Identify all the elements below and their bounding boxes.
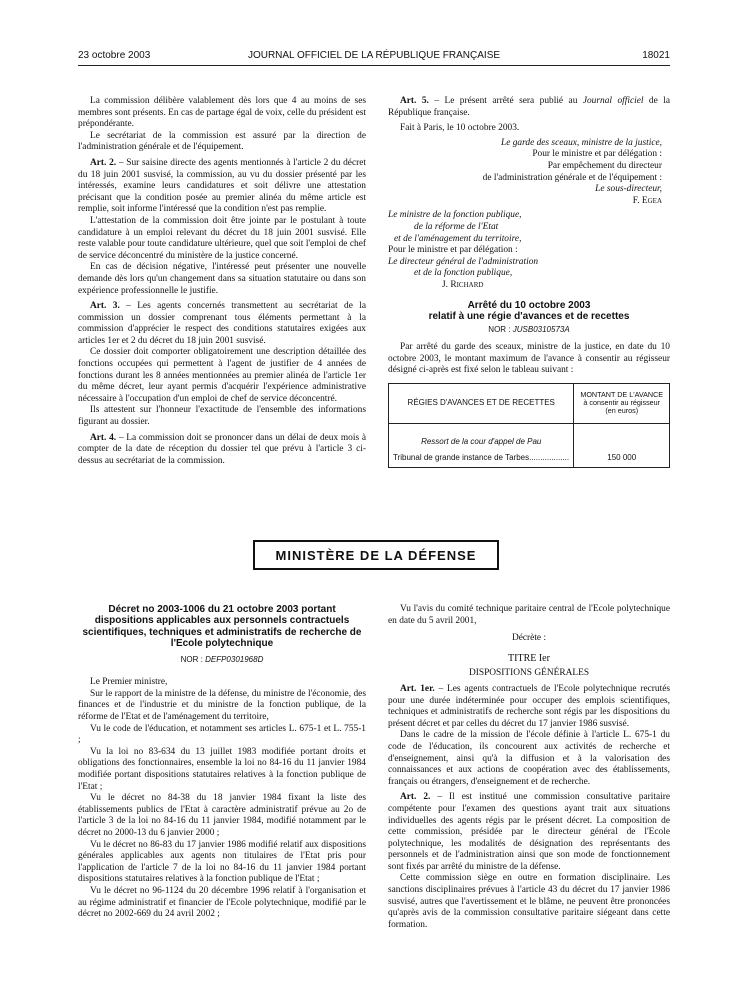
paragraph: En cas de décision négative, l'intéressé peut présenter une nouvelle demande dès lors qu'un changement dans sa situation statutaire ou dans son expérience professionnelle le justifie.: [78, 262, 366, 296]
signature-name-richard: J. Richard: [442, 279, 484, 290]
signature-block-justice: [388, 138, 670, 196]
paragraph: Ils attestent sur l'honneur l'exactitude de l'ensemble des informations figurant au dossier.: [78, 405, 366, 428]
arrete-title: Arrêté du 10 octobre 2003 relatif à une régie d'avances et de recettes: [428, 299, 630, 322]
signature-line: Pour le ministre et par délégation :: [388, 245, 518, 256]
article-5: Art. 5. – Le présent arrêté sera publié au Journal officiel de la République française.: [388, 96, 670, 118]
decret-title: Décret no 2003-1006 du 21 octobre 2003 portant dispositions applicables aux personnels contractuels scientifiques, techniques et administratifs de recherche de l'Ecole polytechnique: [82, 604, 362, 650]
visa-paragraph: Vu le décret no 84-38 du 18 janvier 1984 fixant la liste des établissements publics de l'Etat à caractère administratif prévue au 2o de l'article 3 de la loi no 84-16 du 11 janvier 1984, modifié notamment par le décret no 2000-13 du 6 janvier 2000 ;: [78, 793, 366, 838]
arrete-text: Par arrêté du garde des sceaux, ministre de la justice, en date du 10 octobre 2003, le montant maximum de l'avance à consentir au régisseur désigné ci-après est fixé selon le tableau suivant :: [388, 341, 670, 376]
bottom-right-column: [388, 604, 670, 931]
signature-line: et de l'aménagement du territoire,: [394, 233, 522, 244]
vu-avis: Vu l'avis du comité technique paritaire central de l'Ecole polytechnique en date du 5 avril 2001,: [388, 604, 670, 626]
premier-ministre: Le Premier ministre,: [90, 677, 168, 688]
visas-list: [78, 689, 366, 921]
visa-paragraph: Sur le rapport de la ministre de la défense, du ministre de l'économie, des finances et de l'industrie et du ministre de la fonction publique, de la réforme de l'Etat et de l'aménagement du territoire,: [78, 688, 366, 722]
visa-paragraph: Vu le décret no 86-83 du 17 janvier 1986 modifié relatif aux dispositions générales applicables aux agents non titulaires de l'Etat pris pour l'application de l'article 7 de la loi no 84-16 du 11 janvier 1984 portant dispositions statutaires relatives à la fonction publique de l'Etat ;: [78, 839, 366, 885]
table-header-regies: RÉGIES D'AVANCES ET DE RECETTES: [389, 383, 574, 423]
article-4: Art. 4. – La commission doit se prononcer dans un délai de deux mois à compter de la date de réception du dossier tel que prévu à l'article 3 ci-dessus au secrétariat de la commission.: [78, 432, 367, 466]
paragraph: L'attestation de la commission doit être jointe par le postulant à toute candidature à un emploi relevant du décret du 18 juin 2001 susvisé. Elle reste valable pour toute candidature ultérieure, quel que soit l'emploi de chef de service déconcentré du ministère de la justice concerné.: [78, 215, 366, 261]
dispositions-heading: DISPOSITIONS GÉNÉRALES: [468, 668, 590, 679]
decrete: Décrète :: [511, 633, 547, 644]
article-2: Art. 2. – Sur saisine directe des agents mentionnés à l'article 2 du décret du 18 juin 2001 susvisé, la commission, au vu du dossier présenté par les intéressés, examine leurs candidatures et soit délivre une attestation précisant que la condition posée au premier alinéa du même article est remplie, soit informe l'intéressé que la condition n'est pas remplie.: [78, 157, 366, 215]
visa-paragraph: Vu la loi no 83-634 du 13 juillet 1983 modifiée portant droits et obligations des fonctionnaires, ensemble la loi no 84-16 du 11 janvier 1984 modifiée portant dispositions statutaires relatives à la fonction publique de l'Etat ;: [78, 746, 366, 792]
table-cell-regie: Ressort de la cour d'appel de Pau Tribunal de grande instance de Tarbes..................: [389, 423, 574, 467]
table-header-montant: MONTANT DE L'AVANCE à consentir au régisseur (en euros): [574, 383, 670, 423]
header-page-number: 18021: [642, 50, 670, 61]
paragraph: Ce dossier doit comporter obligatoirement une description détaillée des fonctions occupées qui permettent à l'agent de justifier de 4 années de fonctions durant les 8 années mentionnées au premier alinéa de l'article 1er du même décret, leur ayant permis d'acquérir l'expérience administrative nécessaire à l'occupation d'un emploi de chef de service déconcentré.: [78, 347, 366, 404]
paragraph: Cette commission siège en outre en formation disciplinaire. Les sanctions disciplinaires prévues à l'article 43 du décret du 17 janvier 1986 susvisé, autres que l'avertissement et le blâme, ne peuvent être prononcées qu'après avis de la commission consultative paritaire siégeant dans cette formation.: [388, 873, 670, 930]
top-right-column: [388, 96, 670, 468]
ministere-banner: MINISTÈRE DE LA DÉFENSE: [253, 540, 499, 570]
signature-line: Par empêchement du directeur: [547, 160, 662, 171]
header-journal-title: JOURNAL OFFICIEL DE LA RÉPUBLIQUE FRANÇAISE: [247, 50, 501, 61]
article-2-bottom: Art. 2. – Il est institué une commission consultative paritaire compétente pour l'examen des questions ayant trait aux situations individuelles des agents régis par le présent décret. La composition de cette commission, présidée par le directeur général de l'Ecole polytechnique, les modalités de désignation des représentants des personnels et de l'administration ainsi que son mode de fonctionnement sont fixés par arrêté du ministre de la défense.: [388, 792, 670, 872]
signature-line: de l'administration générale et de l'équipement :: [482, 172, 662, 183]
visa-paragraph: Vu le décret no 96-1124 du 20 décembre 1996 relatif à l'organisation et au régime administratif et financier de l'Ecole polytechnique, modifié par le décret no 2002-669 du 24 avril 2002 ;: [78, 885, 366, 920]
bottom-left-column: [78, 604, 366, 921]
titre-heading: TITRE Ier: [508, 652, 550, 664]
signature-line: Le sous-directeur,: [595, 184, 662, 195]
header-date: 23 octobre 2003: [78, 50, 151, 61]
arrete-nor: NOR : JUSB0310573A: [488, 325, 570, 335]
top-left-column: [78, 96, 366, 467]
visa-paragraph: Vu le code de l'éducation, et notamment ses articles L. 675-1 et L. 755-1 ;: [78, 723, 366, 746]
signature-line: Le ministre de la fonction publique,: [388, 210, 522, 221]
signature-line: Le garde des sceaux, ministre de la justice,: [501, 137, 662, 148]
regie-table: [388, 383, 670, 468]
table-cell-montant: 150 000: [574, 423, 670, 467]
signature-name-egea: F. Egea: [632, 195, 662, 206]
article-1: Art. 1er. – Les agents contractuels de l'Ecole polytechnique recrutés pour une durée indéterminée pour occuper des emplois scientifiques, techniques et administratifs de recherche sont régis par les dispositions du présent décret et par celles du décret du 17 janvier 1986 susvisé.: [388, 683, 670, 729]
signature-line: de la réforme de l'Etat: [414, 221, 499, 232]
signature-line: et de la fonction publique,: [414, 268, 513, 279]
fait-a-paris: Fait à Paris, le 10 octobre 2003.: [400, 123, 520, 134]
article-3: Art. 3. – Les agents concernés transmettent au secrétariat de la commission un dossier comprenant tous éléments permettant à la commission d'apprécier le respect des conditions statutaires exigées aux articles 1er et 2 du décret du 18 juin 2001 susvisé.: [78, 301, 366, 346]
paragraph: Dans le cadre de la mission de l'école définie à l'article L. 675-1 du code de l'éducation, ils concourent aux activités de recherche et d'enseignement, ainsi qu'à la diffusion et à la valorisation des connaissances et aux actions de coopération avec des établissements, français ou étrangers, d'enseignement et de recherche.: [388, 730, 670, 787]
paragraph: Le secrétariat de la commission est assuré par la direction de l'administration générale et de l'équipement.: [78, 130, 366, 153]
decret-nor: NOR : DEFP0301968D: [180, 654, 264, 664]
signature-line: Le directeur général de l'administration: [388, 256, 539, 267]
signature-line: Pour le ministre et par délégation :: [532, 149, 662, 160]
paragraph: La commission délibère valablement dès lors que 4 au moins de ses membres sont présents. En cas de partage égal de voix, celle du président est prépondérante.: [78, 96, 366, 130]
signature-block-fonction-publique: [388, 210, 670, 280]
header-rule: [78, 65, 670, 66]
